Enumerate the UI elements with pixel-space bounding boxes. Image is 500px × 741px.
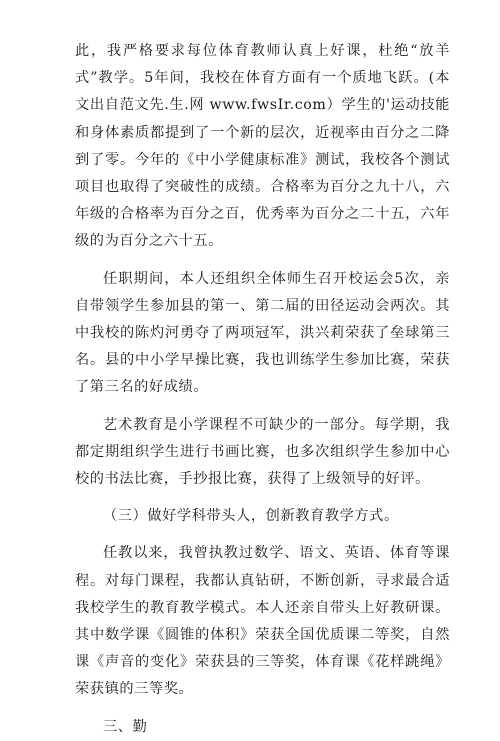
paragraph-3: 艺术教育是小学课程不可缺少的一部分。每学期，我都定期组织学生进行书画比赛，也多次组织学生参加中心校的书法比赛，手抄报比赛，获得了上级领导的好评。 xyxy=(75,416,450,488)
paragraph-gap xyxy=(75,530,450,540)
paragraph-gap xyxy=(75,402,450,412)
paragraph-gap xyxy=(75,493,450,503)
section-heading-3: 三、勤 xyxy=(103,718,148,735)
paragraph-2: 任职期间，本人还组织全体师生召开校运会5次，亲自带领学生参加县的第一、第二届的田径运动会两次。其中我校的陈灼河勇夺了两项冠军，洪兴莉荣获了垒球第三名。县的中小学早操比赛，我也训练学生参加比赛，荣获了第三名的好成绩。 xyxy=(75,270,450,396)
section-heading: （三）做好学科带头人，创新教育教学方式。 xyxy=(103,508,399,525)
paragraph-1: 此，我严格要求每位体育教师认真上好课，杜绝“放羊式”教学。5年间，我校在体育方面有一个质地飞跃。(本文出自范文先.生.网 www.fwsIr.com）学生的'运动技能和身体素质都提到了一个新的层次，近视率由百分之二降到了零。今年的《中小学健康标准》测试，我校各个测试项目也取得了突破性的成绩。合格率为百分之九十八，六年级的合格率为百分之百，优秀率为百分之二十五，六年级的为百分之六十五。 xyxy=(75,43,450,250)
paragraph-5: 任教以来，我曾执教过数学、语文、英语、体育等课程。对每门课程，我都认真钻研，不断创新，寻求最合适我校学生的教育教学模式。本人还亲自带头上好教研课。其中数学课《圆锥的体积》荣获全国优质课二等奖，自然课《声音的变化》荣获县的三等奖，体育课《花样跳绳》荣获镇的三等奖。 xyxy=(75,545,450,698)
document-body xyxy=(75,38,450,741)
paragraph-gap xyxy=(75,256,450,266)
paragraph-gap xyxy=(75,704,450,714)
